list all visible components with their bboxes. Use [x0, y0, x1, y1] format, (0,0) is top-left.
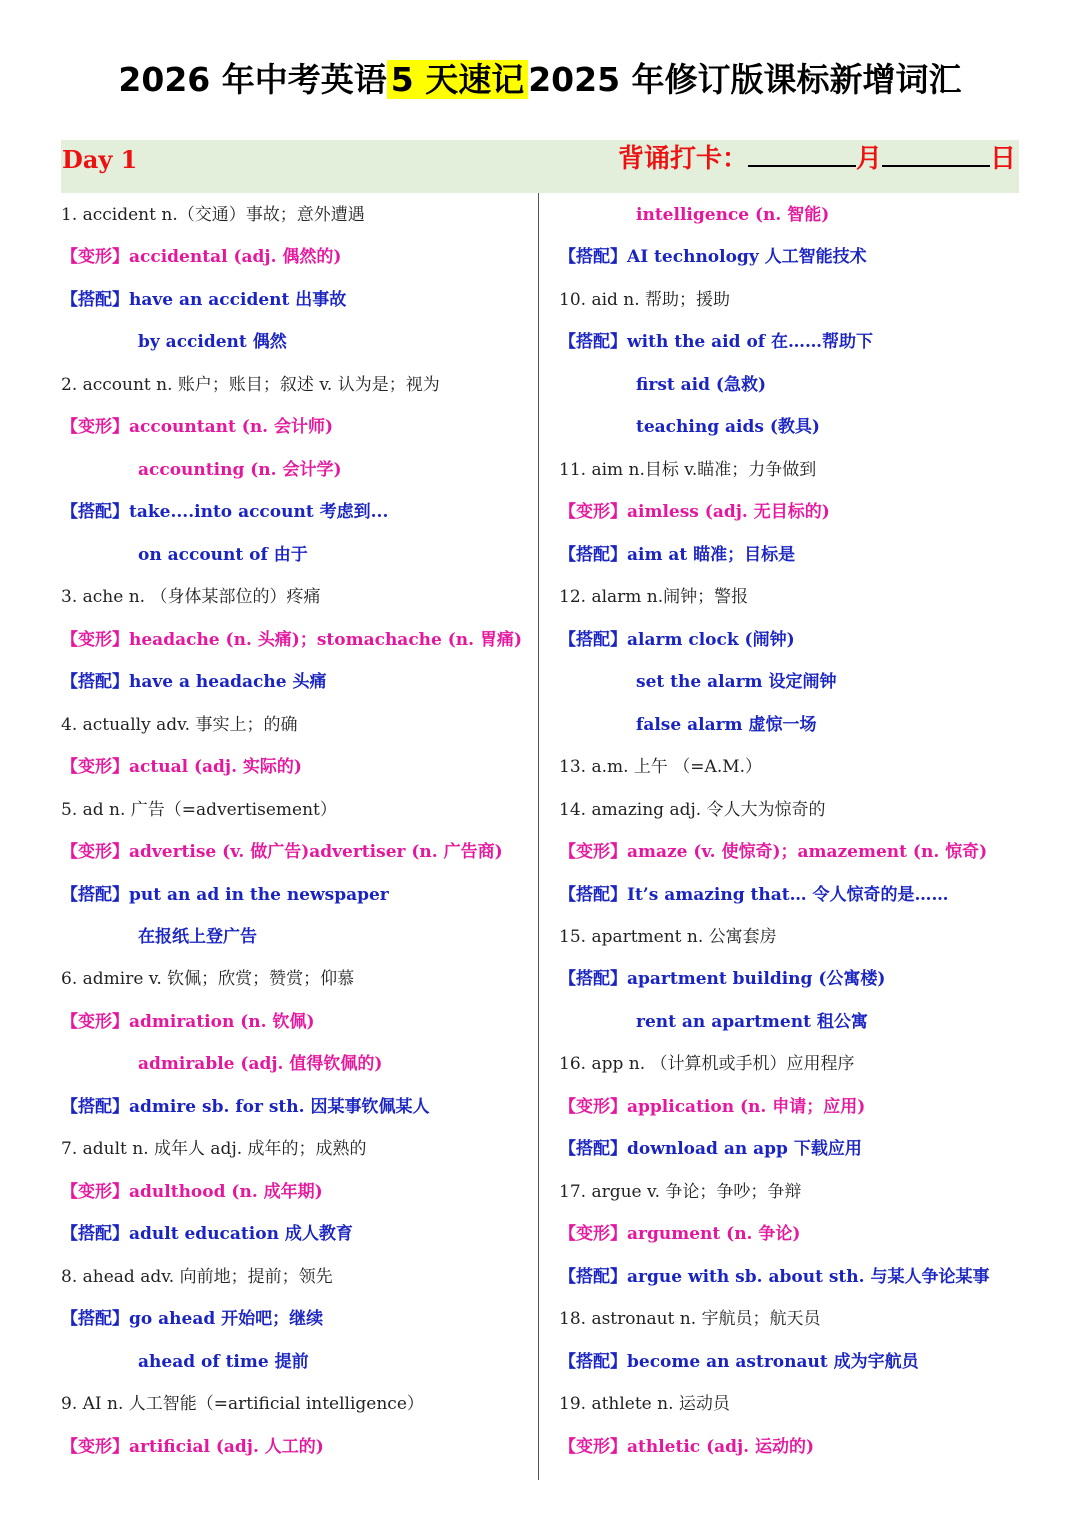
vocab-entry: 9. AI n. 人工智能（=artificial intelligence）: [61, 1394, 424, 1415]
collocation-line: 【搭配】argue with sb. about sth. 与某人争论某事: [559, 1266, 990, 1287]
collocation-line: set the alarm 设定闹钟: [636, 672, 837, 693]
word-form-line: 【变形】application (n. 申请；应用): [559, 1096, 866, 1117]
word-form-line: 【变形】actual (adj. 实际的): [61, 757, 302, 778]
collocation-line: 【搭配】adult education 成人教育: [61, 1224, 353, 1245]
vocab-entry: 1. accident n.（交通）事故；意外遭遇: [61, 205, 365, 225]
collocation-line: 【搭配】have a headache 头痛: [61, 672, 327, 693]
day-header-band: [61, 140, 1019, 193]
collocation-line: 【搭配】download an app 下载应用: [559, 1139, 862, 1160]
word-form-line: 【变形】advertise (v. 做广告)advertiser (n. 广告商): [61, 842, 503, 863]
vocab-entry: 14. amazing adj. 令人大为惊奇的: [559, 799, 826, 820]
checkin-row: [618, 140, 1016, 178]
collocation-line: false alarm 虚惊一场: [636, 714, 817, 735]
vocab-entry: 6. admire v. 钦佩；欣赏；赞赏；仰慕: [61, 969, 355, 990]
word-form-line: 【变形】argument (n. 争论): [559, 1224, 801, 1245]
collocation-line: 【搭配】admire sb. for sth. 因某事钦佩某人: [61, 1096, 430, 1117]
page-title: [0, 52, 1080, 108]
vocab-entry: 17. argue v. 争论；争吵；争辩: [559, 1181, 802, 1202]
word-form-line: admirable (adj. 值得钦佩的): [138, 1054, 383, 1075]
word-form-line: 【变形】amaze (v. 使惊奇)；amazement (n. 惊奇): [559, 842, 988, 863]
vocab-entry: 18. astronaut n. 宇航员；航天员: [559, 1309, 821, 1330]
month-blank[interactable]: [748, 141, 856, 167]
word-form-line: accounting (n. 会计学): [138, 459, 342, 480]
column-divider: [538, 193, 539, 1480]
collocation-line: first aid (急救): [636, 374, 767, 395]
month-label: 月: [855, 144, 882, 174]
word-form-line: 【变形】adulthood (n. 成年期): [61, 1181, 323, 1202]
vocab-entry: 16. app n. （计算机或手机）应用程序: [559, 1054, 855, 1075]
vocab-entry: 15. apartment n. 公寓套房: [559, 926, 777, 947]
word-form-line: intelligence (n. 智能): [636, 205, 830, 225]
checkin-label: 背诵打卡：: [617, 144, 748, 174]
word-form-line: 【变形】athletic (adj. 运动的): [559, 1436, 815, 1457]
vocab-entry: 12. alarm n.闹钟；警报: [559, 587, 749, 608]
collocation-line: on account of 由于: [138, 544, 308, 565]
collocation-line: 【搭配】apartment building (公寓楼): [559, 969, 886, 990]
collocation-line: teaching aids (教具): [636, 417, 820, 438]
vocab-entry: 8. ahead adv. 向前地；提前；领先: [61, 1266, 333, 1287]
collocation-line: 【搭配】go ahead 开始吧；继续: [61, 1309, 324, 1330]
collocation-line: 【搭配】alarm clock (闹钟): [559, 629, 795, 650]
word-form-line: 【变形】accountant (n. 会计师): [61, 417, 334, 438]
vocab-entry: 2. account n. 账户；账目；叙述 v. 认为是；视为: [61, 374, 440, 395]
day-label: Day 1: [62, 145, 138, 174]
collocation-line: 【搭配】become an astronaut 成为宇航员: [559, 1351, 919, 1372]
vocab-entry: 4. actually adv. 事实上；的确: [61, 714, 298, 735]
vocab-entry: 3. ache n. （身体某部位的）疼痛: [61, 587, 321, 608]
vocab-entry: 7. adult n. 成年人 adj. 成年的；成熟的: [61, 1139, 367, 1160]
vocab-entry: 11. aim n.目标 v.瞄准；力争做到: [559, 459, 817, 480]
collocation-line: by accident 偶然: [138, 332, 287, 353]
title-part1: 2026 年中考英语: [118, 60, 387, 99]
collocation-line: ahead of time 提前: [138, 1351, 309, 1372]
word-form-line: 【变形】admiration (n. 钦佩): [61, 1011, 315, 1032]
vocab-entry: 19. athlete n. 运动员: [559, 1394, 730, 1415]
vocab-entry: 10. aid n. 帮助；援助: [559, 289, 731, 310]
word-form-line: 【变形】headache (n. 头痛)；stomachache (n. 胃痛): [61, 629, 523, 650]
collocation-line: 【搭配】take....into account 考虑到...: [61, 502, 389, 523]
day-char-label: 日: [989, 144, 1016, 174]
collocation-line: 【搭配】AI technology 人工智能技术: [559, 247, 867, 268]
day-blank[interactable]: [882, 141, 990, 167]
collocation-line: rent an apartment 租公寓: [636, 1011, 868, 1032]
title-part2: 2025 年修订版课标新增词汇: [528, 60, 962, 99]
word-form-line: 【变形】aimless (adj. 无目标的): [559, 502, 830, 523]
collocation-line: 在报纸上登广告: [138, 926, 257, 947]
word-form-line: 【变形】artificial (adj. 人工的): [61, 1436, 324, 1457]
collocation-line: 【搭配】It’s amazing that… 令人惊奇的是……: [559, 884, 949, 905]
word-form-line: 【变形】accidental (adj. 偶然的): [61, 247, 342, 268]
collocation-line: 【搭配】with the aid of 在……帮助下: [559, 332, 874, 353]
collocation-line: 【搭配】have an accident 出事故: [61, 289, 347, 310]
title-highlight: 5 天速记: [387, 60, 528, 99]
vocab-entry: 5. ad n. 广告（=advertisement）: [61, 799, 337, 820]
collocation-line: 【搭配】put an ad in the newspaper: [61, 884, 389, 905]
collocation-line: 【搭配】aim at 瞄准；目标是: [559, 544, 796, 565]
right-column: [559, 194, 1029, 1468]
left-column: [61, 194, 531, 1468]
vocab-entry: 13. a.m. 上午 （=A.M.）: [559, 757, 763, 778]
